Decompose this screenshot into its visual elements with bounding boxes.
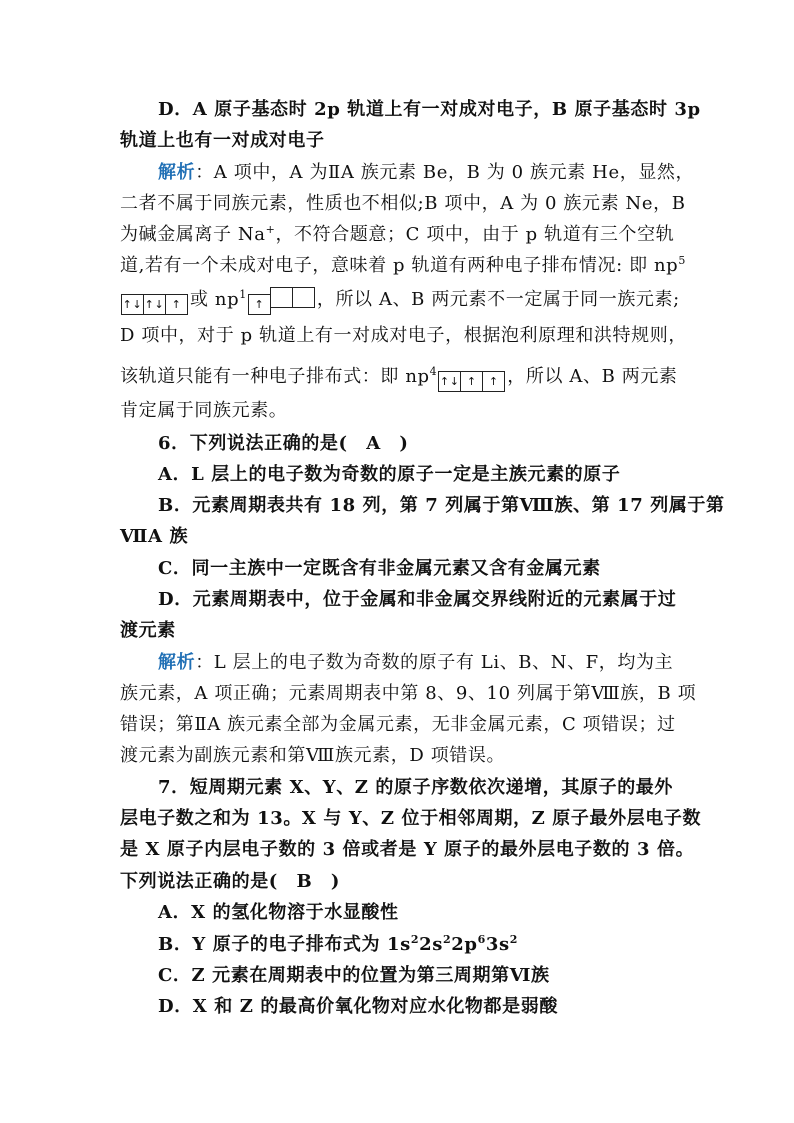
question-6-option-d: D．元素周期表中，位于金属和非金属交界线附近的元素属于过 — [158, 589, 677, 610]
orbital-box: ↑ — [165, 294, 188, 315]
orbital-diagram-np4 — [439, 364, 505, 395]
question-7-option-c: C．Z 元素在周期表中的位置为第三周期第Ⅵ族 — [158, 965, 550, 986]
superscript: 1 — [239, 288, 247, 301]
superscript: 5 — [678, 254, 686, 267]
orbital-box: ↑↓ — [143, 294, 166, 315]
question-6-option-a: A．L 层上的电子数为奇数的原子一定是主族元素的原子 — [158, 464, 621, 485]
question-7-stem: 是 X 原子内层电子数的 3 倍或者是 Y 原子的最外层电子数的 3 倍。 — [120, 839, 695, 860]
orbital-diagram-np5 — [122, 287, 188, 318]
analysis-text: ：A 项中，A 为ⅡA 族元素 Be，B 为 0 族元素 He，显然， — [195, 162, 695, 183]
analysis-text: 该轨道只能有一种电子排布式：即 np — [120, 366, 430, 387]
question-7-option-a: A．X 的氢化物溶于水显酸性 — [158, 902, 399, 923]
analysis-text: ：L 层上的电子数为奇数的原子有 Li、B、N、F，均为主 — [195, 652, 674, 673]
analysis-line — [120, 219, 676, 250]
option-text: 3s — [485, 934, 510, 955]
orbital-box: ↑↓ — [438, 371, 461, 392]
analysis-line: 族元素，A 项正确；元素周期表中第 8、9、10 列属于第Ⅷ族，B 项 — [120, 683, 697, 704]
superscript: 2 — [509, 933, 518, 946]
superscript: 2 — [410, 933, 420, 946]
question-7-stem: 7．短周期元素 X、Y、Z 的原子序数依次递增，其原子的最外 — [158, 777, 674, 798]
analysis-label: 解析 — [158, 162, 196, 183]
superscript: 2 — [442, 933, 452, 946]
question-6-option-b: B．元素周期表共有 18 列，第 7 列属于第Ⅷ族、第 17 列属于第 — [158, 495, 725, 516]
orbital-box: ↑ — [460, 371, 483, 392]
orbital-box: ↑↓ — [121, 294, 144, 315]
analysis-text: 或 np — [190, 289, 240, 310]
option-d-line1: D．A 原子基态时 2p 轨道上有一对成对电子，B 原子基态时 3p — [158, 99, 701, 120]
orbital-box: ↑ — [248, 294, 271, 315]
analysis-line — [120, 250, 686, 281]
option-text: 2s — [419, 934, 443, 955]
question-6-option-c: C．同一主族中一定既含有非金属元素又含有金属元素 — [158, 558, 601, 579]
question-7-stem: 下列说法正确的是( B ) — [120, 871, 341, 892]
superscript: 4 — [429, 365, 438, 378]
orbital-diagram-np1 — [249, 287, 315, 318]
analysis-text: ，不符合题意；C 项中，由于 p 轨道有三个空轨 — [275, 224, 675, 245]
analysis-line: 错误；第ⅡA 族元素全部为金属元素，无非金属元素，C 项错误；过 — [120, 714, 676, 735]
superscript: + — [265, 223, 276, 236]
analysis-text: 道,若有一个未成对电子，意味着 p 轨道有两种电子排布情况: 即 np — [120, 255, 679, 276]
analysis-line — [158, 157, 695, 188]
option-text: B．Y 原子的电子排布式为 1s — [158, 934, 411, 955]
analysis-line — [158, 647, 676, 678]
analysis-text: ，所以 A、B 两元素 — [507, 366, 678, 387]
question-7-option-d: D．X 和 Z 的最高价氧化物对应水化物都是弱酸 — [158, 996, 558, 1017]
question-7-option-b — [158, 929, 676, 960]
orbital-box — [270, 287, 293, 308]
option-d-line2: 轨道上也有一对成对电子 — [120, 130, 325, 151]
analysis-line — [120, 361, 676, 395]
analysis-text: ，所以 A、B 两元素不一定属于同一族元素; — [316, 289, 680, 310]
analysis-line: 二者不属于同族元素，性质也不相似;B 项中，A 为 0 族元素 Ne，B — [120, 193, 686, 214]
question-7-stem: 层电子数之和为 13。X 与 Y、Z 位于相邻周期，Z 原子最外层电子数 — [120, 808, 702, 829]
analysis-text: 为碱金属离子 Na — [120, 224, 266, 245]
orbital-box: ↑ — [482, 371, 505, 392]
analysis-line: D 项中，对于 p 轨道上有一对成对电子，根据泡利原理和洪特规则， — [120, 325, 687, 346]
orbital-box — [292, 287, 315, 308]
analysis-line: 渡元素为副族元素和第Ⅷ族元素，D 项错误。 — [120, 745, 506, 766]
superscript: 6 — [477, 933, 486, 946]
question-6-stem: 6．下列说法正确的是( A ) — [158, 433, 409, 454]
analysis-line: 肯定属于同族元素。 — [120, 400, 288, 421]
option-text: 2p — [451, 934, 478, 955]
analysis-label: 解析 — [158, 652, 196, 673]
analysis-line — [120, 284, 680, 318]
question-6-option-b-cont: ⅦA 族 — [120, 526, 189, 547]
question-6-option-d-cont: 渡元素 — [120, 620, 176, 641]
